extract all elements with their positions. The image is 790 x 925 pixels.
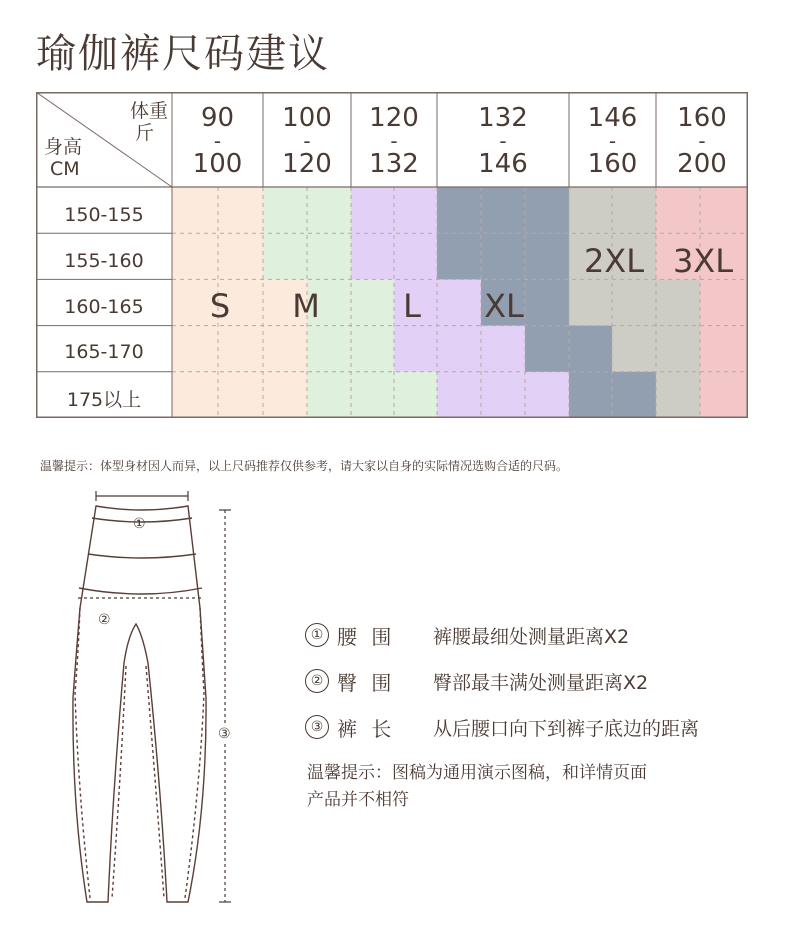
measurement-legend [305, 612, 699, 750]
size-region-cell [263, 233, 308, 280]
height-row-label: 150-155 [64, 204, 144, 226]
size-region-cell [172, 233, 219, 280]
size-region-cell [263, 326, 308, 373]
size-region-cell [656, 326, 701, 373]
size-region-cell [656, 279, 701, 326]
size-region-cell [307, 187, 352, 234]
size-region-cell [700, 279, 748, 326]
size-label-2xl: 2XL [583, 242, 645, 280]
legend-item-waist [305, 612, 699, 658]
corner-height-unit: CM [50, 158, 80, 180]
corner-height-header [44, 136, 82, 180]
weight-to: 160 [587, 149, 638, 179]
size-region-cell [394, 233, 438, 280]
range-dash: - [499, 129, 507, 153]
legend-number: ① [305, 623, 329, 647]
legend-desc: 裤腰最细处测量距离X2 [433, 625, 630, 648]
weight-to: 100 [192, 149, 243, 179]
legend-desc: 臀部最丰满处测量距离X2 [433, 671, 649, 694]
weight-column-header [656, 98, 748, 184]
weight-column-header [437, 98, 569, 184]
size-region-cell [612, 187, 657, 234]
corner-height-label: 身高 [44, 136, 83, 158]
size-region-cell [481, 233, 526, 280]
leggings-outline [60, 488, 250, 908]
legend-name: 臀 围 [337, 670, 396, 695]
weight-from: 160 [677, 103, 727, 133]
weight-column-header [569, 98, 656, 184]
size-label-s: S [209, 287, 231, 325]
length-marker: ③ [218, 726, 231, 742]
size-region-cell [569, 279, 613, 326]
size-region-cell [351, 279, 395, 326]
size-region-cell [481, 326, 526, 373]
size-region-cell [307, 326, 352, 373]
legend-item-length [305, 704, 699, 750]
legend-item-hip [305, 658, 699, 704]
height-row-label: 165-170 [64, 341, 144, 363]
size-region-cell [218, 372, 264, 418]
weight-to: 132 [369, 149, 419, 179]
size-region-cell [700, 372, 748, 418]
size-label-3xl: 3XL [672, 242, 734, 280]
range-dash: - [390, 129, 398, 153]
waist-marker: ① [133, 516, 146, 532]
weight-column-header [351, 98, 437, 184]
weight-from: 120 [369, 103, 419, 133]
height-row-label: 155-160 [64, 250, 144, 272]
size-region-cell [656, 372, 701, 418]
range-dash: - [698, 129, 706, 153]
legend-name: 裤 长 [337, 716, 396, 741]
corner-weight-unit: 斤 [134, 122, 154, 144]
range-dash: - [608, 129, 617, 153]
weight-to: 146 [478, 149, 528, 179]
size-region-cell [351, 187, 395, 234]
size-region-cell [437, 372, 482, 418]
size-region-cell [700, 187, 748, 234]
size-region-cell [437, 187, 482, 234]
size-label-xl: XL [484, 287, 524, 325]
size-label-l: L [403, 287, 421, 325]
size-region-cell [351, 372, 395, 418]
legend-number: ③ [305, 715, 329, 739]
size-region-cell [263, 372, 308, 418]
size-region-cell [481, 372, 526, 418]
size-region-cell [525, 372, 570, 418]
corner-weight-header [108, 100, 168, 144]
legend-number: ② [305, 669, 329, 693]
size-region-cell [481, 187, 526, 234]
size-region-cell [569, 372, 613, 418]
size-region-cell [394, 187, 438, 234]
size-region-cell [525, 233, 570, 280]
size-region-cell [437, 279, 482, 326]
size-region-cell [612, 372, 657, 418]
weight-column-header [263, 98, 351, 184]
size-region-cell [525, 279, 570, 326]
size-region-cell [307, 233, 352, 280]
size-region-cell [351, 326, 395, 373]
weight-from: 90 [200, 103, 235, 133]
weight-to: 200 [677, 149, 727, 179]
hip-marker: ② [98, 612, 111, 628]
weight-to: 120 [282, 149, 332, 179]
legend-name: 腰 围 [337, 624, 396, 649]
size-region-cell [525, 326, 570, 373]
size-region-cell [394, 372, 438, 418]
height-row-label: 175以上 [66, 389, 142, 411]
leggings-diagram [60, 488, 250, 908]
page-title: 瑜伽裤尺码建议 [36, 31, 330, 77]
size-region-cell [569, 187, 613, 234]
size-region-cell [218, 326, 264, 373]
height-row-label: 160-165 [64, 296, 144, 318]
size-region-cell [172, 372, 219, 418]
size-region-cell [612, 279, 657, 326]
size-chart [36, 92, 748, 418]
diagram-tip [307, 760, 707, 814]
diagram-tip-line-1: 温馨提示：图稿为通用演示图稿，和详情页面 [307, 763, 647, 783]
size-region-cell [218, 187, 264, 234]
size-region-cell [263, 187, 308, 234]
range-dash: - [303, 129, 311, 153]
diagram-tip-line-2: 产品并不相符 [307, 790, 409, 810]
size-region-cell [700, 326, 748, 373]
size-region-cell [525, 187, 570, 234]
legend-desc: 从后腰口向下到裤子底边的距离 [433, 717, 700, 740]
size-region-cell [307, 372, 352, 418]
size-region-cell [656, 187, 701, 234]
size-region-cell [172, 187, 219, 234]
size-region-cell [218, 233, 264, 280]
weight-from: 146 [587, 103, 638, 133]
corner-weight-label: 体重 [129, 100, 168, 122]
range-dash: - [213, 129, 222, 153]
weight-from: 132 [478, 103, 528, 133]
size-region-cell [612, 326, 657, 373]
size-region-cell [569, 326, 613, 373]
size-label-m: M [292, 287, 320, 325]
size-region-cell [394, 326, 438, 373]
weight-column-header [172, 98, 263, 184]
size-region-cell [172, 326, 219, 373]
size-region-cell [351, 233, 395, 280]
size-tip: 温馨提示：体型身材因人而异，以上尺码推荐仅供参考，请大家以自身的实际情况选购合适的尺码。 [40, 459, 569, 473]
size-region-cell [437, 326, 482, 373]
size-region-cell [437, 233, 482, 280]
weight-from: 100 [282, 103, 332, 133]
